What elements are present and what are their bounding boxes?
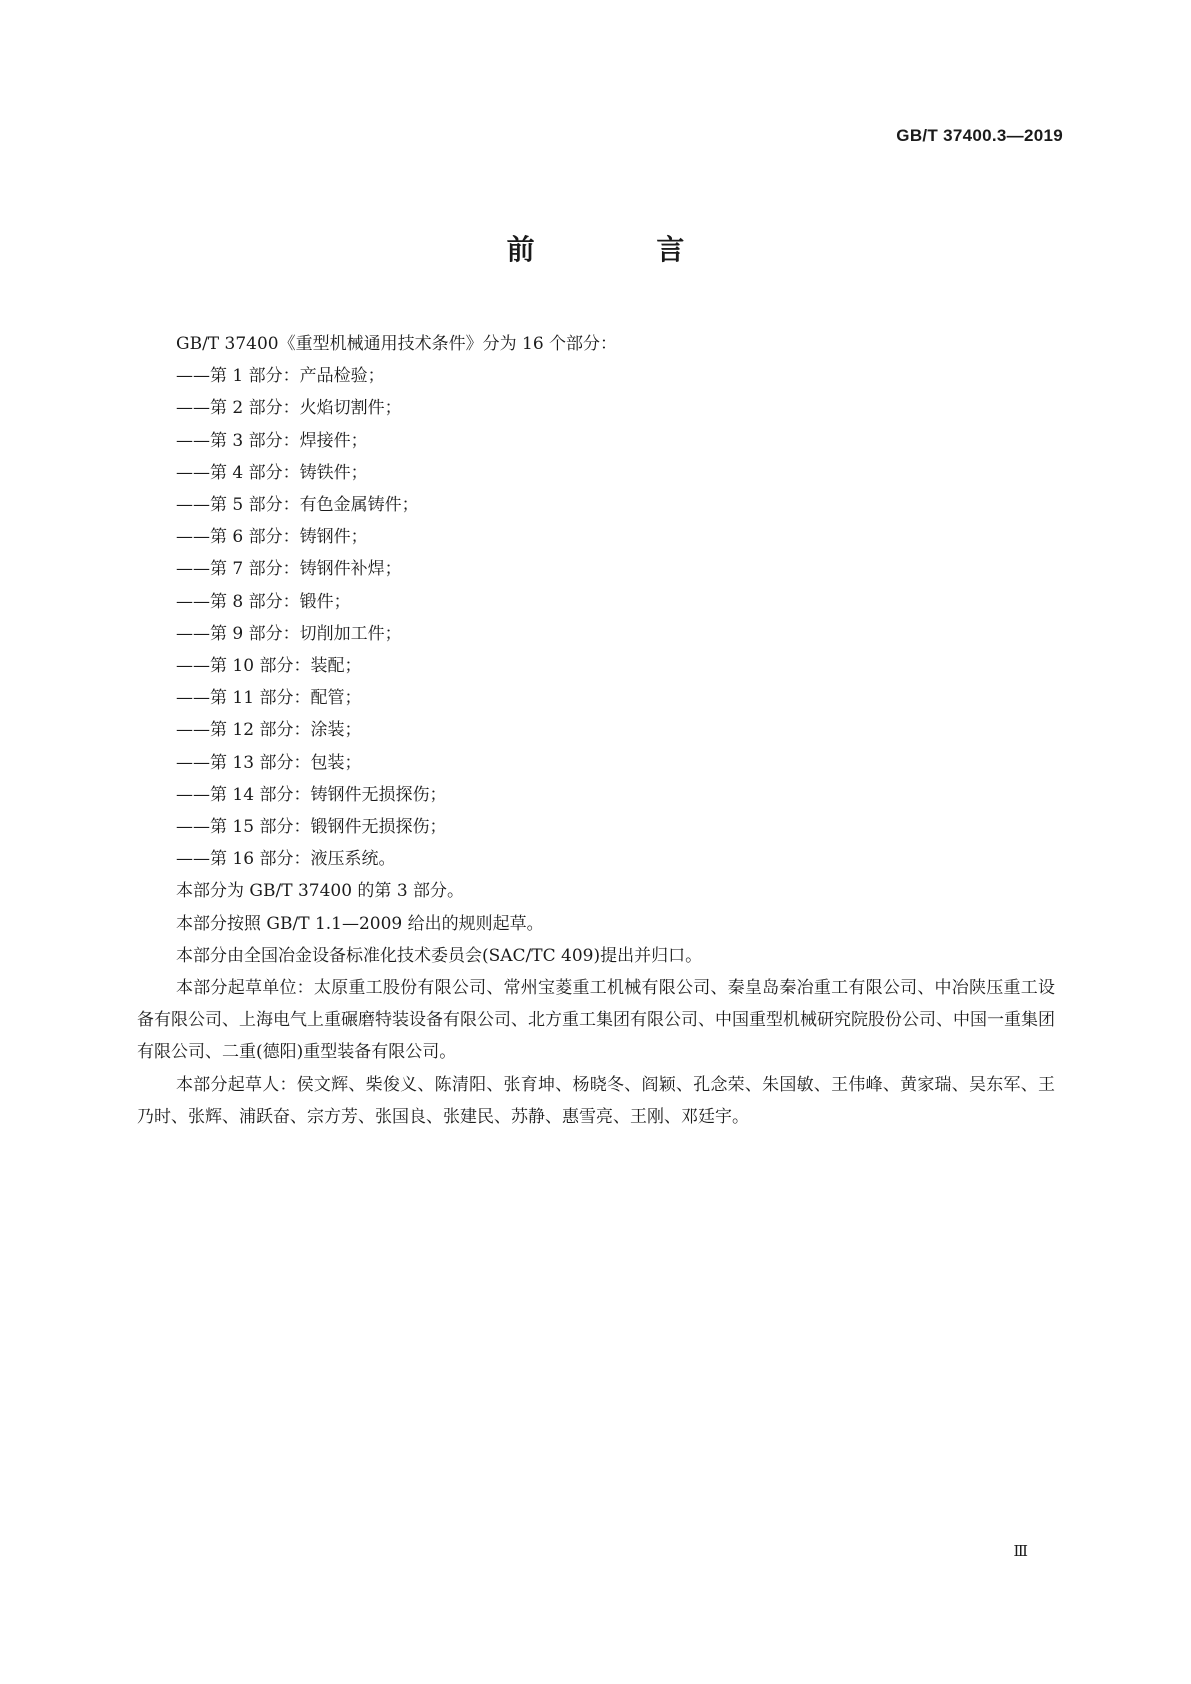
- list-item: [137, 811, 1055, 843]
- standard-number: GB/T 37400.3—2019: [896, 126, 1063, 145]
- part-label: 第 7 部分：铸钢件补焊；: [210, 559, 402, 580]
- dash-mark: ——: [176, 849, 210, 870]
- dash-mark: ——: [176, 720, 210, 741]
- intro-paragraph: GB/T 37400《重型机械通用技术条件》分为 16 个部分：: [176, 334, 618, 354]
- list-item: [137, 553, 1055, 585]
- list-item: [137, 360, 1055, 392]
- foreword-body: [137, 328, 1055, 1133]
- part-label: 第 4 部分：铸铁件；: [210, 462, 368, 483]
- list-item: [137, 682, 1055, 714]
- part-label: 第 1 部分：产品检验；: [210, 366, 385, 387]
- part-label: 第 13 部分：包装；: [210, 752, 362, 773]
- dash-mark: ——: [176, 495, 210, 516]
- dash-mark: ——: [176, 591, 210, 612]
- list-item: [137, 779, 1055, 811]
- part-label: 第 3 部分：焊接件；: [210, 430, 368, 451]
- part-label: 第 8 部分：锻件；: [210, 591, 351, 612]
- part-label: 第 16 部分：液压系统。: [210, 849, 396, 870]
- dash-mark: ——: [176, 688, 210, 709]
- list-item: [137, 747, 1055, 779]
- list-item: [137, 521, 1055, 553]
- statement-part-number: 本部分为 GB/T 37400 的第 3 部分。: [176, 881, 465, 902]
- part-label: 第 14 部分：铸钢件无损探伤；: [210, 784, 447, 805]
- part-label: 第 15 部分：锻钢件无损探伤；: [210, 817, 447, 838]
- part-label: 第 11 部分：配管；: [210, 688, 362, 709]
- list-item: [137, 618, 1055, 650]
- dash-mark: ——: [176, 366, 210, 387]
- drafters-paragraph: 本部分起草人：侯文辉、柴俊义、陈清阳、张育坤、杨晓冬、阎颖、孔念荣、朱国敏、王伟峰、黄家瑞、吴东军、王乃时、张辉、浦跃奋、宗方芳、张国良、张建民、苏静、惠雪亮、王刚、邓廷宇。: [137, 1074, 1055, 1127]
- dash-mark: ——: [176, 559, 210, 580]
- dash-mark: ——: [176, 623, 210, 644]
- statement-drafting-rules: 本部分按照 GB/T 1.1—2009 给出的规则起草。: [176, 913, 544, 934]
- parts-list: [137, 360, 1055, 875]
- dash-mark: ——: [176, 430, 210, 451]
- part-label: 第 5 部分：有色金属铸件；: [210, 495, 419, 516]
- page-number: Ⅲ: [1013, 1542, 1028, 1560]
- dash-mark: ——: [176, 527, 210, 548]
- list-item: [137, 392, 1055, 424]
- dash-mark: ——: [176, 752, 210, 773]
- dash-mark: ——: [176, 817, 210, 838]
- list-item: [137, 843, 1055, 875]
- list-item: [137, 457, 1055, 489]
- dash-mark: ——: [176, 784, 210, 805]
- part-label: 第 9 部分：切削加工件；: [210, 623, 402, 644]
- part-label: 第 6 部分：铸钢件；: [210, 527, 368, 548]
- drafting-units-paragraph: 本部分起草单位：太原重工股份有限公司、常州宝菱重工机械有限公司、秦皇岛秦冶重工有限公司、中冶陕压重工设备有限公司、上海电气上重碾磨特装设备有限公司、北方重工集团有限公司、中国重型机械研究院股份公司、中国一重集团有限公司、二重(德阳)重型装备有限公司。: [137, 978, 1055, 1063]
- list-item: [137, 425, 1055, 457]
- list-item: [137, 650, 1055, 682]
- part-label: 第 12 部分：涂装；: [210, 720, 362, 741]
- dash-mark: ——: [176, 462, 210, 483]
- part-label: 第 10 部分：装配；: [210, 656, 362, 677]
- statement-proposer: 本部分由全国冶金设备标准化技术委员会(SAC/TC 409)提出并归口。: [176, 945, 703, 966]
- list-item: [137, 489, 1055, 521]
- list-item: [137, 586, 1055, 618]
- part-label: 第 2 部分：火焰切割件；: [210, 398, 402, 419]
- dash-mark: ——: [176, 398, 210, 419]
- list-item: [137, 714, 1055, 746]
- page-title: 前 言: [506, 233, 741, 266]
- dash-mark: ——: [176, 656, 210, 677]
